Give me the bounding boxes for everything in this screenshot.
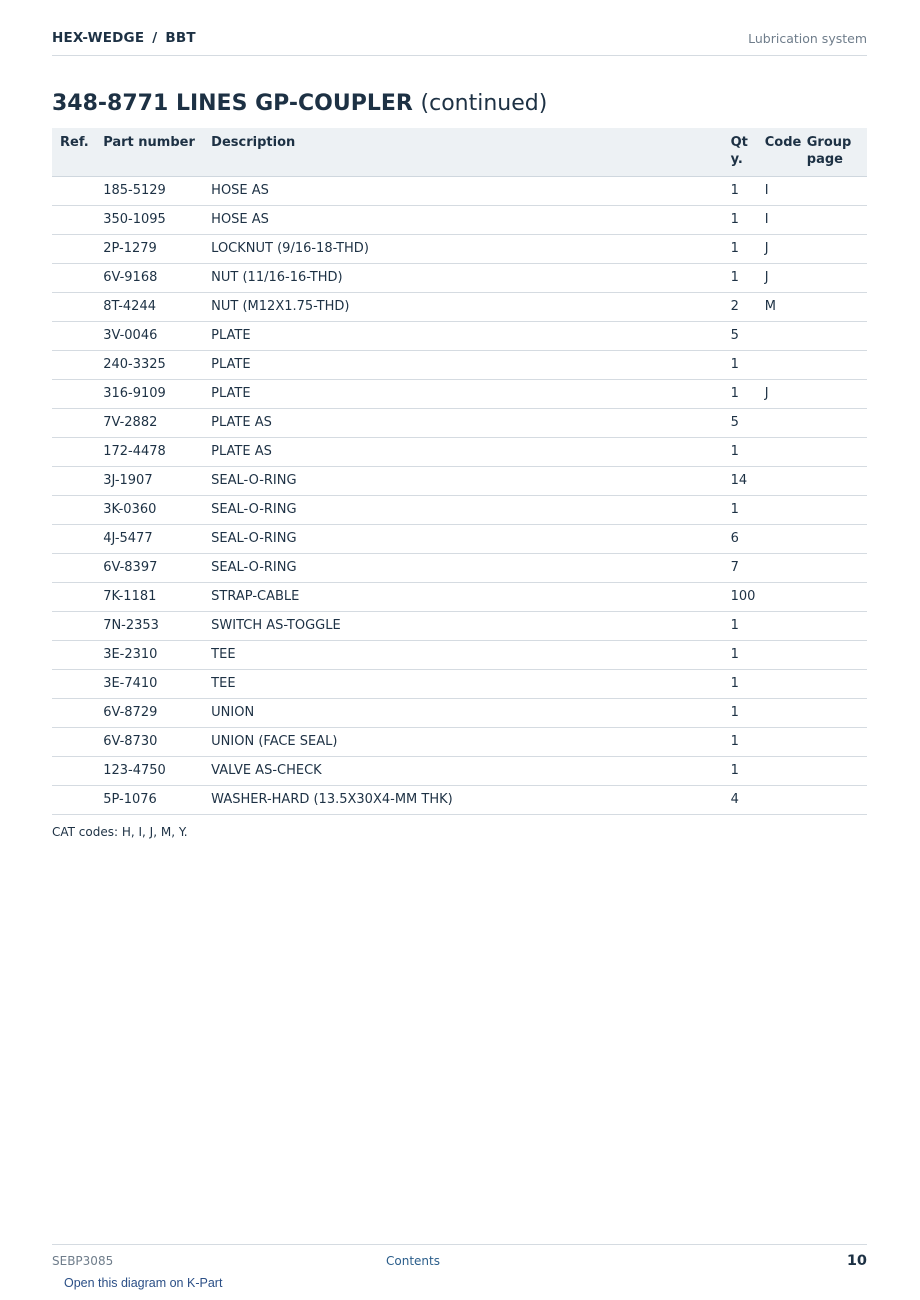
cell-qty: 7 — [723, 554, 757, 583]
cell-ref — [52, 351, 95, 380]
header-qty: Qty. — [723, 128, 757, 177]
table-row — [52, 757, 867, 786]
table-row — [52, 206, 867, 235]
cell-qty: 1 — [723, 235, 757, 264]
cell-code — [757, 699, 799, 728]
cell-description: NUT (M12X1.75-THD) — [203, 293, 722, 322]
cell-group-page — [799, 177, 867, 206]
section-name: Lubrication system — [748, 31, 867, 46]
cell-group-page — [799, 641, 867, 670]
cell-qty: 5 — [723, 322, 757, 351]
cell-group-page — [799, 264, 867, 293]
document-id: SEBP3085 — [52, 1254, 114, 1268]
cell-group-page — [799, 322, 867, 351]
header-ref: Ref. — [52, 128, 95, 177]
table-row — [52, 293, 867, 322]
cell-group-page — [799, 293, 867, 322]
cell-description: PLATE AS — [203, 438, 722, 467]
cell-description: WASHER-HARD (13.5X30X4-MM THK) — [203, 786, 722, 815]
cell-part-number: 6V-8397 — [95, 554, 203, 583]
header-description: Description — [203, 128, 722, 177]
open-diagram-kpart-link[interactable]: Open this diagram on K-Part — [64, 1276, 223, 1290]
cell-group-page — [799, 409, 867, 438]
table-row — [52, 670, 867, 699]
cell-group-page — [799, 496, 867, 525]
cell-part-number: 185-5129 — [95, 177, 203, 206]
cell-description: PLATE — [203, 322, 722, 351]
cell-code — [757, 525, 799, 554]
cell-code: M — [757, 293, 799, 322]
cell-qty: 1 — [723, 728, 757, 757]
cell-description: TEE — [203, 641, 722, 670]
table-row — [52, 409, 867, 438]
cell-ref — [52, 786, 95, 815]
table-row — [52, 699, 867, 728]
cell-description: SEAL-O-RING — [203, 525, 722, 554]
header-part-number: Part number — [95, 128, 203, 177]
cell-part-number: 6V-8729 — [95, 699, 203, 728]
cell-description: UNION — [203, 699, 722, 728]
table-row — [52, 525, 867, 554]
cell-qty: 1 — [723, 351, 757, 380]
cell-qty: 2 — [723, 293, 757, 322]
cell-qty: 1 — [723, 670, 757, 699]
table-row — [52, 351, 867, 380]
cell-group-page — [799, 554, 867, 583]
cell-qty: 1 — [723, 496, 757, 525]
parts-table-header — [52, 128, 867, 177]
cell-code — [757, 757, 799, 786]
title-group: 348-8771 LINES GP-COUPLER — [52, 91, 413, 116]
parts-table-body — [52, 177, 867, 815]
cell-group-page — [799, 438, 867, 467]
cell-part-number: 123-4750 — [95, 757, 203, 786]
page-footer — [52, 1244, 867, 1275]
table-row — [52, 380, 867, 409]
page-title — [52, 89, 547, 119]
cell-group-page — [799, 699, 867, 728]
cell-code — [757, 496, 799, 525]
table-row — [52, 235, 867, 264]
contents-link[interactable]: Contents — [386, 1254, 440, 1268]
cell-group-page — [799, 351, 867, 380]
cell-code — [757, 409, 799, 438]
cell-ref — [52, 583, 95, 612]
cell-ref — [52, 293, 95, 322]
cell-ref — [52, 380, 95, 409]
cell-ref — [52, 699, 95, 728]
cell-description: SEAL-O-RING — [203, 467, 722, 496]
table-row — [52, 322, 867, 351]
cell-description: SEAL-O-RING — [203, 554, 722, 583]
cell-code: I — [757, 206, 799, 235]
cell-description: STRAP-CABLE — [203, 583, 722, 612]
title-continued: (continued) — [420, 91, 548, 116]
cell-part-number: 7N-2353 — [95, 612, 203, 641]
cell-group-page — [799, 786, 867, 815]
cell-part-number: 3V-0046 — [95, 322, 203, 351]
cell-code — [757, 670, 799, 699]
cell-code — [757, 612, 799, 641]
cell-description: UNION (FACE SEAL) — [203, 728, 722, 757]
cell-code: J — [757, 264, 799, 293]
cell-group-page — [799, 525, 867, 554]
table-row — [52, 264, 867, 293]
cell-description: HOSE AS — [203, 177, 722, 206]
breadcrumb — [52, 30, 196, 46]
cell-description: SEAL-O-RING — [203, 496, 722, 525]
cell-code — [757, 786, 799, 815]
table-row — [52, 554, 867, 583]
cell-part-number: 7V-2882 — [95, 409, 203, 438]
cell-qty: 1 — [723, 757, 757, 786]
cell-part-number: 3K-0360 — [95, 496, 203, 525]
cell-description: HOSE AS — [203, 206, 722, 235]
page-header — [52, 28, 867, 56]
cell-code: I — [757, 177, 799, 206]
cell-ref — [52, 525, 95, 554]
cell-code — [757, 583, 799, 612]
cell-qty: 1 — [723, 380, 757, 409]
cell-group-page — [799, 612, 867, 641]
cell-part-number: 4J-5477 — [95, 525, 203, 554]
cell-qty: 6 — [723, 525, 757, 554]
breadcrumb-separator: / — [152, 30, 158, 46]
cell-part-number: 2P-1279 — [95, 235, 203, 264]
cell-ref — [52, 612, 95, 641]
cell-qty: 1 — [723, 438, 757, 467]
table-row — [52, 438, 867, 467]
cell-part-number: 316-9109 — [95, 380, 203, 409]
table-row — [52, 641, 867, 670]
cell-ref — [52, 322, 95, 351]
cell-group-page — [799, 206, 867, 235]
page-number: 10 — [846, 1253, 867, 1269]
cell-part-number: 6V-8730 — [95, 728, 203, 757]
cell-part-number: 8T-4244 — [95, 293, 203, 322]
cell-part-number: 3E-7410 — [95, 670, 203, 699]
cell-ref — [52, 177, 95, 206]
cell-ref — [52, 757, 95, 786]
cell-part-number: 5P-1076 — [95, 786, 203, 815]
cell-ref — [52, 641, 95, 670]
cell-ref — [52, 409, 95, 438]
cell-code — [757, 554, 799, 583]
cell-group-page — [799, 380, 867, 409]
cell-ref — [52, 670, 95, 699]
cell-group-page — [799, 235, 867, 264]
cell-ref — [52, 554, 95, 583]
cell-ref — [52, 235, 95, 264]
cell-description: VALVE AS-CHECK — [203, 757, 722, 786]
cell-description: PLATE — [203, 351, 722, 380]
cell-code — [757, 438, 799, 467]
cell-qty: 1 — [723, 206, 757, 235]
cell-part-number: 3J-1907 — [95, 467, 203, 496]
table-row — [52, 583, 867, 612]
parts-table — [52, 128, 867, 815]
cell-code — [757, 728, 799, 757]
cell-qty: 1 — [723, 264, 757, 293]
cell-part-number: 172-4478 — [95, 438, 203, 467]
table-row — [52, 496, 867, 525]
table-row — [52, 177, 867, 206]
cell-group-page — [799, 728, 867, 757]
cell-description: PLATE — [203, 380, 722, 409]
cell-qty: 1 — [723, 641, 757, 670]
cell-code: J — [757, 380, 799, 409]
cell-part-number: 350-1095 — [95, 206, 203, 235]
cell-code — [757, 641, 799, 670]
cell-ref — [52, 728, 95, 757]
cell-group-page — [799, 670, 867, 699]
cell-code — [757, 351, 799, 380]
cell-qty: 1 — [723, 612, 757, 641]
breadcrumb-arrangement: BBT — [165, 30, 196, 46]
table-row — [52, 728, 867, 757]
table-row — [52, 467, 867, 496]
cell-code: J — [757, 235, 799, 264]
cell-description: TEE — [203, 670, 722, 699]
cell-ref — [52, 206, 95, 235]
cell-description: PLATE AS — [203, 409, 722, 438]
cell-ref — [52, 264, 95, 293]
cell-code — [757, 322, 799, 351]
cell-ref — [52, 496, 95, 525]
cell-qty: 1 — [723, 699, 757, 728]
cell-description: SWITCH AS-TOGGLE — [203, 612, 722, 641]
cell-qty: 100 — [723, 583, 757, 612]
cell-qty: 1 — [723, 177, 757, 206]
cell-qty: 5 — [723, 409, 757, 438]
header-group-page: Group page — [799, 128, 867, 177]
header-code: Code — [757, 128, 799, 177]
cell-part-number: 240-3325 — [95, 351, 203, 380]
cell-qty: 4 — [723, 786, 757, 815]
breadcrumb-model: HEX-WEDGE — [52, 30, 145, 46]
cat-codes-note: CAT codes: H, I, J, M, Y. — [52, 825, 188, 839]
cell-group-page — [799, 757, 867, 786]
cell-ref — [52, 467, 95, 496]
cell-part-number: 3E-2310 — [95, 641, 203, 670]
cell-part-number: 6V-9168 — [95, 264, 203, 293]
table-row — [52, 786, 867, 815]
table-row — [52, 612, 867, 641]
cell-qty: 14 — [723, 467, 757, 496]
cell-group-page — [799, 583, 867, 612]
cell-ref — [52, 438, 95, 467]
cell-code — [757, 467, 799, 496]
cell-group-page — [799, 467, 867, 496]
cell-part-number: 7K-1181 — [95, 583, 203, 612]
cell-description: NUT (11/16-16-THD) — [203, 264, 722, 293]
cell-description: LOCKNUT (9/16-18-THD) — [203, 235, 722, 264]
